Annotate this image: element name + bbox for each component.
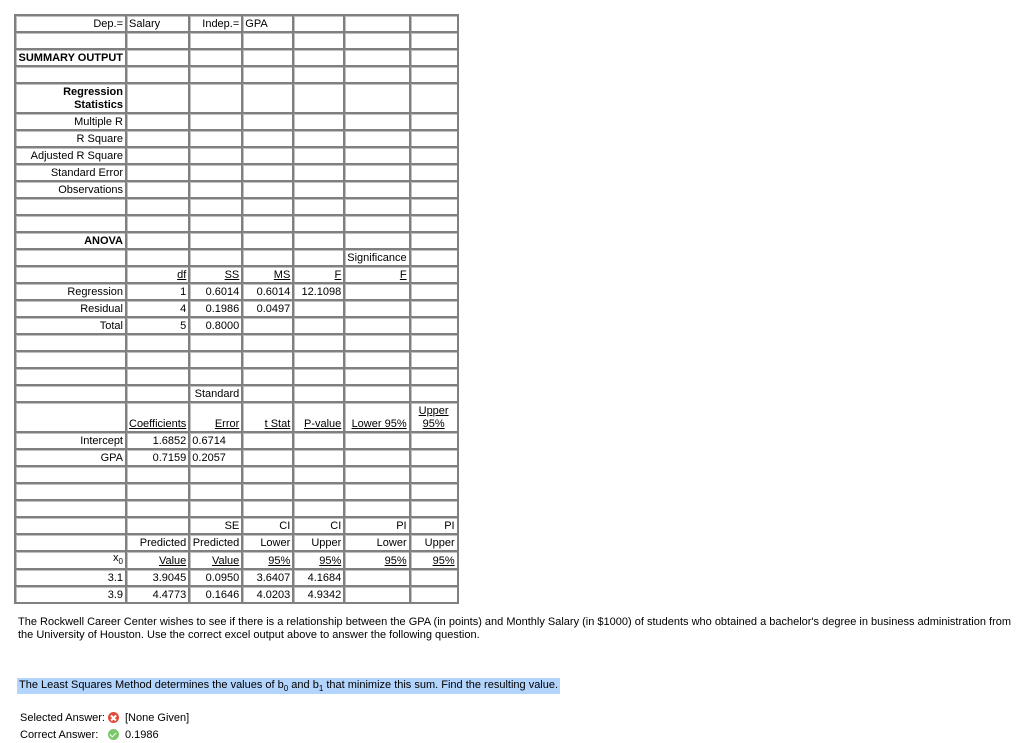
correct-answer-row — [20, 726, 189, 743]
anova-header-ms: MS — [273, 269, 291, 281]
dep-label: Dep.= — [15, 15, 126, 32]
pred-header: CI — [293, 517, 344, 534]
stat-label: Observations — [15, 181, 126, 198]
stat-label: Adjusted R Square — [15, 147, 126, 164]
stat-label: Multiple R — [15, 113, 126, 130]
lower95-header: Lower 95% — [351, 418, 407, 430]
pred-header: SE — [189, 517, 242, 534]
pred-header: Lower — [242, 534, 293, 551]
pred-header: 95% — [432, 555, 455, 568]
coef-row: Intercept 1.6852 0.6714 — [15, 432, 458, 449]
stat-label: Standard Error — [15, 164, 126, 181]
pred-row: 3.1 3.9045 0.0950 3.6407 4.1684 — [15, 569, 458, 586]
anova-row: Residual 4 0.1986 0.0497 — [15, 300, 458, 317]
summary-output-title: SUMMARY OUTPUT — [15, 49, 126, 66]
correct-answer-value: 0.1986 — [125, 728, 159, 741]
pred-header: Upper — [293, 534, 344, 551]
answers-block — [20, 709, 189, 743]
dep-value: Salary — [126, 15, 189, 32]
anova-row: Total 5 0.8000 — [15, 317, 458, 334]
pred-header: Predicted — [126, 534, 189, 551]
indep-value: GPA — [242, 15, 293, 32]
coef-header: Coefficients — [129, 418, 187, 430]
pred-header: 95% — [268, 555, 291, 568]
anova-row: Regression 1 0.6014 0.6014 12.1098 — [15, 283, 458, 300]
correct-answer-label: Correct Answer: — [20, 728, 99, 741]
pred-header: Predicted — [189, 534, 242, 551]
pred-row: 3.9 4.4773 0.1646 4.0203 4.9342 — [15, 586, 458, 603]
pred-header: PI — [410, 517, 458, 534]
pvalue-header: P-value — [303, 418, 342, 430]
pred-header: Upper — [410, 534, 458, 551]
upper95-header: Upper 95% — [418, 405, 449, 430]
indep-label: Indep.= — [189, 15, 242, 32]
pred-header: Lower — [344, 534, 409, 551]
coef-row: GPA 0.7159 0.2057 — [15, 449, 458, 466]
stat-label: R Square — [15, 130, 126, 147]
anova-header-sigf: F — [399, 269, 407, 281]
question-text: The Least Squares Method determines the values of $b_0$ and $b_1$ that minimize this sum. Find the resulting value. — [19, 679, 559, 694]
pred-header: 95% — [384, 555, 407, 568]
regression-statistics-title: Regression Statistics — [15, 83, 126, 113]
error-header: Error — [214, 418, 240, 430]
anova-header-ss: SS — [224, 269, 240, 281]
pred-header: Value — [211, 555, 240, 568]
anova-header-f: F — [334, 269, 342, 281]
selected-answer-label: Selected Answer: — [20, 711, 105, 724]
anova-title: ANOVA — [15, 232, 126, 249]
incorrect-icon — [108, 712, 119, 723]
pred-header: PI — [344, 517, 409, 534]
pred-header: 95% — [319, 555, 342, 568]
selected-answer-row — [20, 709, 189, 726]
x0-header: $x_0$ — [15, 551, 126, 569]
excel-output — [14, 14, 459, 604]
excel-table — [14, 14, 459, 604]
anova-header-df: df — [177, 269, 187, 281]
standard-header: Standard — [189, 385, 242, 402]
pred-header: CI — [242, 517, 293, 534]
tstat-header: t Stat — [264, 418, 291, 430]
significance-header: Significance — [344, 249, 409, 266]
pred-header: Value — [158, 555, 187, 568]
check-icon — [108, 729, 119, 740]
selected-answer-value: [None Given] — [125, 711, 190, 724]
question-description: The Rockwell Career Center wishes to see if there is a relationship between the GPA (in points) and Monthly Salary (in $1000) of students who obtained a bachelor's degree in business administration from the University of Houston. Use the correct excel output above to answer the following question. — [18, 616, 1012, 641]
